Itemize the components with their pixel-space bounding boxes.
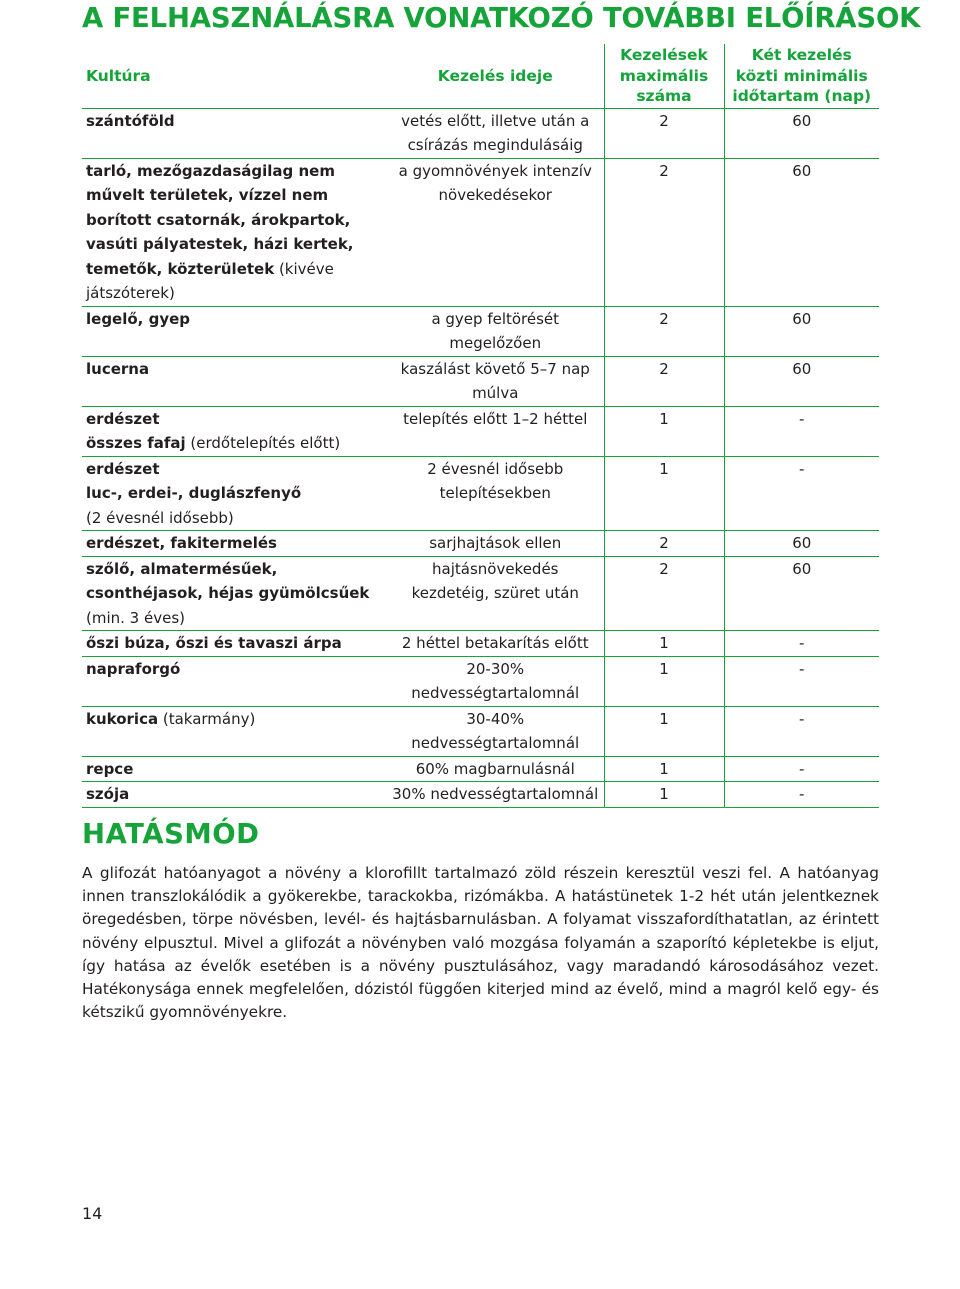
cell-kezelesek-max: 2 — [604, 306, 724, 356]
kultura-bold-text: tarló, mezőgazdaságilag nem művelt területek, vízzel nem borított csatornák, árokpartok, vasúti pályatestek, házi kertek, temetők, közterületek — [86, 161, 354, 278]
cell-kultura — [82, 108, 387, 158]
kultura-bold-text: erdészet luc-, erdei-, duglászfenyő — [86, 459, 302, 502]
cell-kezelesek-max: 1 — [604, 406, 724, 456]
cell-kezelesek-max: 1 — [604, 456, 724, 531]
page-title: A FELHASZNÁLÁSRA VONATKOZÓ TOVÁBBI ELŐÍRÁSOK — [82, 2, 921, 34]
kultura-bold-text: szója — [86, 785, 130, 803]
cell-kultura — [82, 356, 387, 406]
cell-kezelesek-max: 2 — [604, 531, 724, 557]
kultura-note-text: (erdőtelepítés előtt) — [185, 434, 341, 452]
cell-kultura — [82, 556, 387, 631]
table-row — [82, 356, 879, 406]
cell-kultura — [82, 656, 387, 706]
cell-kezelesek-max: 1 — [604, 656, 724, 706]
table-row — [82, 556, 879, 631]
cell-kezeles-ideje: 20-30% nedvességtartalomnál — [387, 656, 604, 706]
table-row — [82, 456, 879, 531]
cell-kezeles-ideje: hajtásnövekedés kezdetéig, szüret után — [387, 556, 604, 631]
cell-kezeles-ideje: a gyomnövények intenzív növekedésekor — [387, 158, 604, 306]
cell-kezelesek-max: 2 — [604, 356, 724, 406]
kultura-bold-text: szőlő, almatermésűek, csonthéjasok, héjas gyümölcsűek — [86, 559, 370, 602]
header-kezelesek-max-szama: Kezelések maximális száma — [604, 44, 724, 108]
cell-min-idotartam: 60 — [724, 306, 879, 356]
cell-kezeles-ideje: telepítés előtt 1–2 héttel — [387, 406, 604, 456]
kultura-bold-text: szántóföld — [86, 111, 175, 130]
kultura-bold-text: repce — [86, 759, 134, 778]
section-title-hatasmod: HATÁSMÓD — [82, 818, 260, 850]
cell-kezeles-ideje: 2 héttel betakarítás előtt — [387, 631, 604, 657]
cell-kezeles-ideje: 30% nedvességtartalomnál — [387, 782, 604, 808]
cell-kezeles-ideje: 2 évesnél idősebb telepítésekben — [387, 456, 604, 531]
cell-kezelesek-max: 1 — [604, 782, 724, 808]
kultura-bold-text: napraforgó — [86, 659, 181, 678]
cell-min-idotartam: - — [724, 706, 879, 756]
cell-kezeles-ideje: a gyep feltörését megelőzően — [387, 306, 604, 356]
cell-kultura — [82, 756, 387, 782]
cell-min-idotartam: 60 — [724, 158, 879, 306]
kultura-bold-text: erdészet összes fafaj — [86, 409, 186, 452]
table-row — [82, 706, 879, 756]
page-number: 14 — [82, 1204, 103, 1223]
cell-kezeles-ideje: vetés előtt, illetve után a csírázás megindulásáig — [387, 108, 604, 158]
cell-kezelesek-max: 2 — [604, 556, 724, 631]
header-kezeles-ideje: Kezelés ideje — [387, 44, 604, 108]
cell-kultura — [82, 456, 387, 531]
hatasmod-paragraph: A glifozát hatóanyagot a növény a klorofillt tartalmazó zöld részein keresztül veszi fel. A hatóanyag innen transzlokálódik a gyökerekbe, tarackokba, rizómákba. A hatástünetek 1-2 hét után jelentkeznek öregedésben, törpe növésben, levél- és hajtásbarnulásban. A folyamat visszafordíthatatlan, az érintett növény elpusztul. Mivel a glifozát a növényben való mozgása folyamán a szaporító képletekbe is eljut, így hatása az évelők esetében is a növény pusztulásához, vagy maradandó károsodásához vezet. Hatékonysága ennek megfelelően, dózistól függően kiterjed mind az évelő, mind a magról kelő egy- és kétszikű gyomnövényekre. — [82, 864, 879, 1022]
table-row — [82, 631, 879, 657]
cell-kezeles-ideje: kaszálást követő 5–7 nap múlva — [387, 356, 604, 406]
cell-kultura — [82, 782, 387, 808]
cell-kultura — [82, 706, 387, 756]
table-row — [82, 306, 879, 356]
cell-min-idotartam: - — [724, 456, 879, 531]
cell-kezelesek-max: 1 — [604, 631, 724, 657]
kultura-bold-text: kukorica — [86, 709, 159, 728]
cell-min-idotartam: - — [724, 782, 879, 808]
table-row — [82, 531, 879, 557]
header-min-idotartam: Két kezelés közti minimális időtartam (nap) — [724, 44, 879, 108]
kultura-bold-text: őszi búza, őszi és tavaszi árpa — [86, 634, 342, 652]
cell-min-idotartam: 60 — [724, 556, 879, 631]
cell-min-idotartam: 60 — [724, 531, 879, 557]
kultura-note-text: (2 évesnél idősebb) — [86, 508, 234, 527]
table-row — [82, 782, 879, 808]
kultura-bold-text: legelő, gyep — [86, 309, 191, 328]
cell-min-idotartam: 60 — [724, 356, 879, 406]
cell-kezelesek-max: 1 — [604, 706, 724, 756]
cell-min-idotartam: 60 — [724, 108, 879, 158]
cell-min-idotartam: - — [724, 656, 879, 706]
cell-min-idotartam: - — [724, 631, 879, 657]
cell-kultura — [82, 531, 387, 557]
table-row — [82, 756, 879, 782]
cell-kultura — [82, 631, 387, 657]
cell-min-idotartam: - — [724, 406, 879, 456]
cell-kezeles-ideje: 30-40% nedvességtartalomnál — [387, 706, 604, 756]
usage-rules-table — [82, 44, 879, 808]
cell-kultura — [82, 158, 387, 306]
kultura-note-text: (min. 3 éves) — [86, 608, 185, 627]
cell-kezelesek-max: 1 — [604, 756, 724, 782]
cell-kezelesek-max: 2 — [604, 158, 724, 306]
table-row — [82, 656, 879, 706]
kultura-note-text: (kivéve játszóterek) — [86, 259, 334, 302]
header-kultura: Kultúra — [82, 44, 387, 108]
cell-kezelesek-max: 2 — [604, 108, 724, 158]
table-row — [82, 158, 879, 306]
table-row — [82, 108, 879, 158]
table-header-row — [82, 44, 879, 108]
kultura-bold-text: lucerna — [86, 359, 150, 378]
kultura-note-text: (takarmány) — [158, 709, 256, 728]
cell-kultura — [82, 406, 387, 456]
cell-kultura — [82, 306, 387, 356]
cell-kezeles-ideje: 60% magbarnulásnál — [387, 756, 604, 782]
kultura-bold-text: erdészet, fakitermelés — [86, 534, 277, 552]
cell-min-idotartam: - — [724, 756, 879, 782]
cell-kezeles-ideje: sarjhajtások ellen — [387, 531, 604, 557]
table-row — [82, 406, 879, 456]
